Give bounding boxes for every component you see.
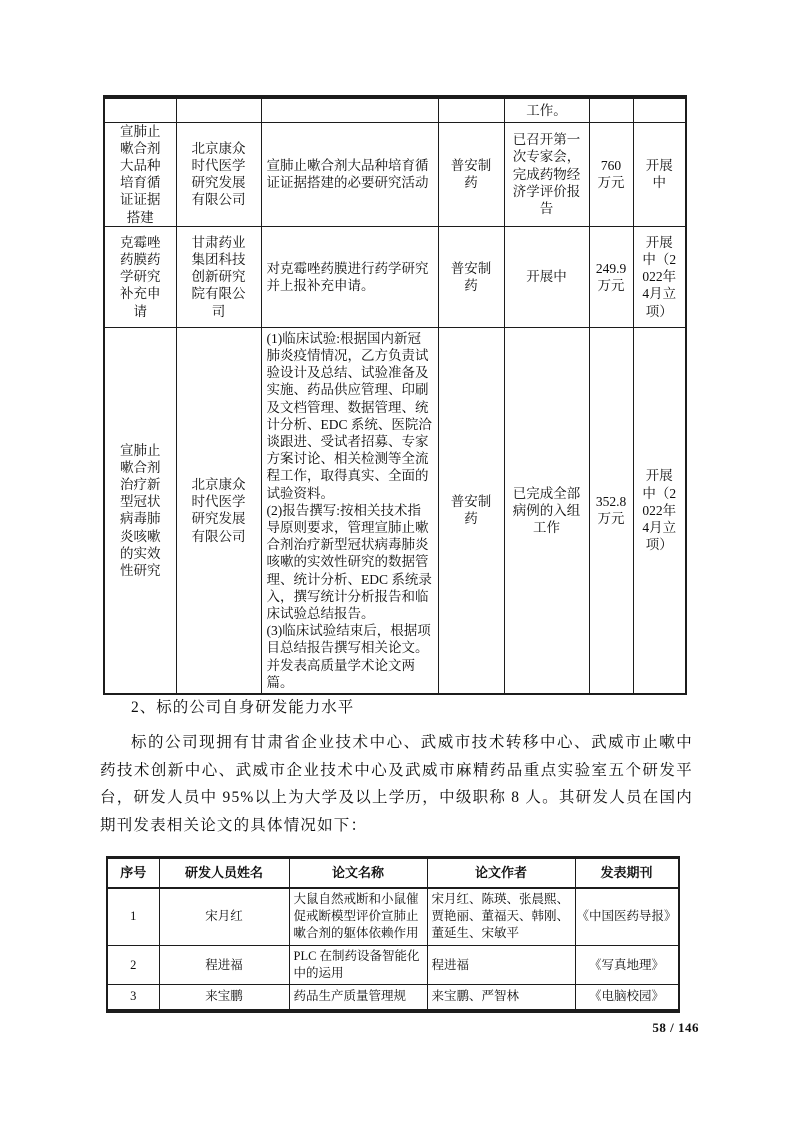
header-researcher: 研发人员姓名 [159, 858, 289, 888]
amount-value: 352.8 [595, 494, 627, 510]
journal-cell: 《写真地理》 [575, 946, 679, 985]
amount-value: 760 [600, 157, 622, 173]
progress-cell: 已召开第一次专家会，完成药物经济学评价报告 [504, 122, 589, 226]
header-authors: 论文作者 [427, 858, 575, 888]
amount-cell [589, 122, 633, 226]
research-content-cell: 对克霉唑药膜进行药学研究并上报补充申请。 [261, 226, 438, 327]
progress-cell: 开展中 [504, 226, 589, 327]
index-cell: 2 [107, 946, 159, 985]
amount-unit: 万元 [597, 511, 625, 527]
progress-cell: 工作。 [504, 97, 589, 122]
party-cell: 普安制药 [438, 226, 504, 327]
table-row-carryover [104, 97, 686, 122]
journal-cell: 《电脑校园》 [575, 985, 679, 1011]
table-row-project-2 [104, 226, 686, 327]
authors-cell: 程进福 [427, 946, 575, 985]
content-item-2: (2)报告撰写:按相关技术指导原则要求，管理宣肺止嗽合剂治疗新型冠状病毒肺炎咳嗽的实效性研究的数据管理、统计分析、EDC 系统录入，撰写统计分析报告和临床试验总结报告。 [266, 502, 432, 621]
authors-cell: 来宝鹏、严智林 [427, 985, 575, 1011]
table-header-row [107, 858, 679, 888]
amount-cell [589, 327, 633, 694]
table-row-project-1 [104, 122, 686, 226]
paper-title-cell: 大鼠自然戒断和小鼠催促戒断模型评价宣肺止嗽合剂的躯体依赖作用 [289, 888, 427, 946]
empty-cell [261, 97, 438, 122]
empty-cell [589, 97, 633, 122]
project-name-cell: 宣肺止嗽合剂大品种培育循证证据搭建 [104, 122, 176, 226]
content-item-3: (3)临床试验结束后，根据项目总结报告撰写相关论文。并发表高质量学术论文两篇。 [266, 623, 431, 690]
status-cell: 开展中 [633, 122, 686, 226]
empty-cell [633, 97, 686, 122]
amount-unit: 万元 [597, 175, 625, 191]
body-paragraph: 标的公司现拥有甘肃省企业技术中心、武威市技术转移中心、武威市止嗽中药技术创新中心、武威市企业技术中心及武威市麻精药品重点实验室五个研发平台，研发人员中 95%以上为大学及以上学历，中级职称 8 人。其研发人员在国内期刊发表相关论文的具体情况如下： [100, 734, 693, 834]
partner-cell: 北京康众时代医学研究发展有限公司 [176, 122, 261, 226]
page-number: 58 / 146 [652, 1020, 699, 1035]
partner-cell: 甘肃药业集团科技创新研究院有限公司 [176, 226, 261, 327]
status-cell: 开展中（2022年4月立项） [633, 226, 686, 327]
table-row-paper-1 [107, 888, 679, 946]
researcher-cell: 来宝鹏 [159, 985, 289, 1011]
paper-title-cell: 药品生产质量管理规 [289, 985, 427, 1011]
index-cell: 3 [107, 985, 159, 1011]
empty-cell [176, 97, 261, 122]
amount-value: 249.9 [595, 260, 627, 276]
researcher-cell: 程进福 [159, 946, 289, 985]
paper-title-cell: PLC 在制药设备智能化中的运用 [289, 946, 427, 985]
research-content-cell: 宣肺止嗽合剂大品种培育循证证据搭建的必要研究活动 [261, 122, 438, 226]
partner-cell: 北京康众时代医学研究发展有限公司 [176, 327, 261, 694]
header-paper: 论文名称 [289, 858, 427, 888]
project-name-cell: 宣肺止嗽合剂治疗新型冠状病毒肺炎咳嗽的实效性研究 [104, 327, 176, 694]
table-row-paper-2 [107, 946, 679, 985]
index-cell: 1 [107, 888, 159, 946]
research-content-cell [261, 327, 438, 694]
section-heading: 2、标的公司自身研发能力水平 [131, 699, 355, 716]
rd-projects-table [103, 95, 687, 695]
empty-cell [104, 97, 176, 122]
header-journal: 发表期刊 [575, 858, 679, 888]
journal-cell: 《中国医药导报》 [575, 888, 679, 946]
party-cell: 普安制药 [438, 122, 504, 226]
project-name-cell: 克霉唑药膜药学研究补充申请 [104, 226, 176, 327]
header-index: 序号 [107, 858, 159, 888]
authors-cell: 宋月红、陈瑛、张晨熙、贾艳丽、董福天、韩刚、董延生、宋敏平 [427, 888, 575, 946]
amount-cell [589, 226, 633, 327]
researcher-cell: 宋月红 [159, 888, 289, 946]
table-row-paper-3 [107, 985, 679, 1011]
progress-cell: 已完成全部病例的入组工作 [504, 327, 589, 694]
party-cell: 普安制药 [438, 327, 504, 694]
status-cell: 开展中（2022年4月立项） [633, 327, 686, 694]
empty-cell [438, 97, 504, 122]
papers-table [106, 856, 680, 1013]
content-item-1: (1)临床试验:根据国内新冠肺炎疫情情况，乙方负责试验设计及总结、试验准备及实施、药品供应管理、印刷及文档管理、数据管理、统计分析、EDC 系统、医院洽谈跟进、受试者招募、专家方案讨论、相关检测等全流程工作，取得真实、全面的试验资料。 [266, 330, 432, 501]
amount-unit: 万元 [597, 277, 625, 293]
table-row-project-3 [104, 327, 686, 694]
